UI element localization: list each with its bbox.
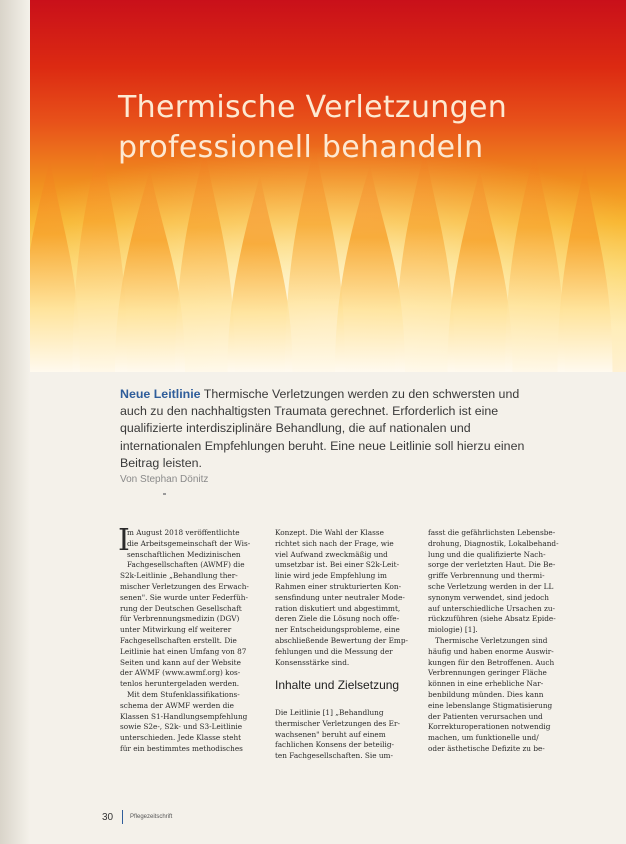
body-column-1: m August 2018 veröffentlichte die Arbeitsgemeinschaft der Wis- senschaftlichen Medizinischen Fachgesellschaften (AWMF) die S2k-Leitlinie „Behandlung ther- mischer Verletzungen des Erwach- senen". Sie wurde unter Federfüh- rung der Deutschen Gesellschaft für Verbrennungsmedizin (DGV) unter Mitwirkung elf weiterer Fachgesellschaften erstellt. Die Leitlinie hat einen Umfang von 87 Seiten und kann auf der Website der AWMF (www.awmf.org) kos- tenlos heruntergeladen werden. Mit dem Stufenklassifikations- schema der AWMF werden die Klassen S1-Handlungsempfehlung sowie S2e-, S2k- und S3-Leitlinie unterschieden. Jede Klasse steht für ein bestimmtes methodisches [120,528,251,753]
page-number: 30 [102,812,114,823]
lead-text: Thermische Verletzungen werden zu den schwersten und auch zu den nachhaltigsten Traumata gerechnet. Erforderlich ist eine qualifizierte interdisziplinäre Behandlung, die auf nationalen und internationalen Empfehlungen beruht. Eine neue Leitlinie soll hierzu einen Beitrag leisten. [120,387,525,470]
article-title [118,88,588,168]
body-column-2-continued: Die Leitlinie [1] „Behandlung thermischer Verletzungen des Er- wachsenen" beruht auf einem fachlichen Konsens der beteilig- ten Fachgesellschaften. Sie um- [275,708,400,761]
byline: Von Stephan Dönitz [120,474,209,485]
lead-paragraph [120,386,540,472]
footer-rule [122,810,123,824]
flames-graphic [30,0,626,372]
scan-edge [0,0,30,844]
body-column-2: Konzept. Die Wahl der Klasse richtet sich nach der Frage, wie viel Aufwand zweckmäßig und umsetzbar ist. Bei einer S2k-Leit- linie wird jede Empfehlung im Rahmen einer strukturierten Kon- sensfindung unter neutraler Mode- ration diskutiert und abgestimmt, deren Ziele die Lösung noch offe- ner Entscheidungsprobleme, eine abschließende Bewertung der Emp- fehlungen und die Messung der Konsensstärke sind. [275,528,408,667]
running-footer: Pflegezeitschrift [130,814,173,820]
byline-separator [163,493,166,495]
flame-hero-image [30,0,626,372]
body-column-3: fasst die gefährlichsten Lebensbe- drohung, Diagnostik, Lokalbehand- lung und die qualifizierte Nach- sorge der verletzten Haut. Die Be- griffe Verbrennung und thermi- sche Verletzung werden in der LL synonym verwendet, sind jedoch auf unterschiedliche Ursachen zu- rückzuführen (siehe Absatz Epide- miologie) [1]. Thermische Verletzungen sind häufig und haben enorme Auswir- kungen für den Betroffenen. Auch Verbrennungen geringer Fläche können in eine erhebliche Nar- benbildung münden. Dies kann eine lebenslange Stigmatisierung der Patienten verursachen und Korrekturoperationen notwendig machen, um funktionelle und/ oder ästhetische Defizite zu be- [428,528,559,753]
drop-cap: I [118,523,130,558]
article-title-line-1: Thermische Verletzungen [118,90,508,125]
article-title-line-2: professionell behandeln [118,130,484,165]
lead-kicker: Neue Leitlinie [120,387,201,401]
section-heading: Inhalte und Zielsetzung [275,678,400,692]
